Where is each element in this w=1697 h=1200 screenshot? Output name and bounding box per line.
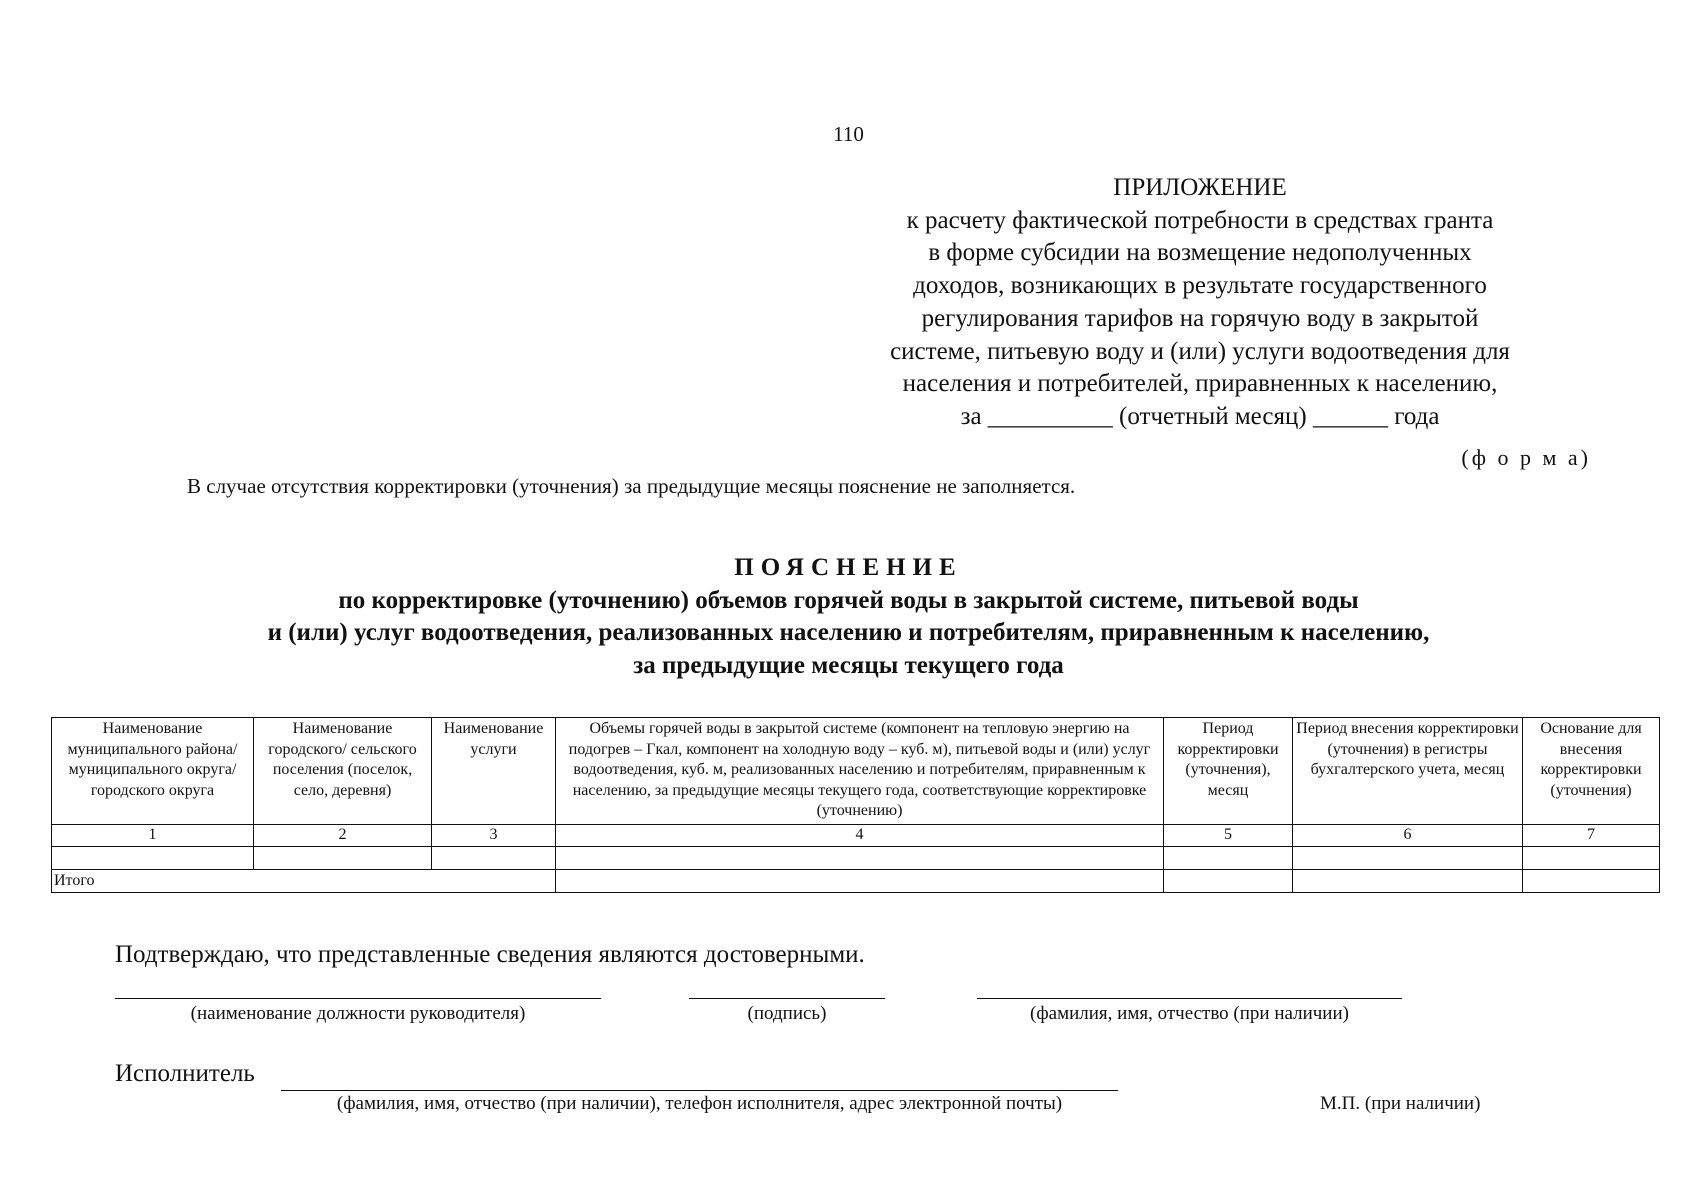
- table-cell: [432, 846, 556, 869]
- column-number: 1: [52, 825, 254, 847]
- column-number: 6: [1293, 825, 1523, 847]
- title-line: за предыдущие месяцы текущего года: [633, 651, 1064, 679]
- page-number: 110: [833, 122, 864, 146]
- confirmation-text: Подтверждаю, что представленные сведения являются достоверными.: [115, 941, 865, 968]
- appendix-line: за __________ (отчетный месяц) ______ года: [960, 402, 1440, 430]
- full-name-signature-line: [977, 998, 1402, 999]
- table-cell: [254, 846, 432, 869]
- table-cell: [1523, 869, 1660, 893]
- column-number: 4: [556, 825, 1164, 847]
- header-cell: Основание для внесения корректировки (уточнения): [1523, 718, 1660, 825]
- signature-line: [689, 998, 885, 999]
- header-cell: Наименование услуги: [432, 718, 556, 825]
- title-line: по корректировке (уточнению) объемов горячей воды в закрытой системе, питьевой воды: [338, 586, 1359, 614]
- table-cell: [1523, 846, 1660, 869]
- position-caption: (наименование должности руководителя): [190, 1003, 526, 1024]
- executor-line: [281, 1090, 1118, 1091]
- stamp-place: М.П. (при наличии): [1320, 1093, 1481, 1114]
- column-number-row: [52, 825, 1660, 847]
- header-cell: Наименование муниципального района/ муниципального округа/ городского округа: [52, 718, 254, 825]
- executor-label: Исполнитель: [115, 1060, 255, 1087]
- table-cell: [1293, 846, 1523, 869]
- header-cell: Период внесения корректировки (уточнения) в регистры бухгалтерского учета, месяц: [1293, 718, 1523, 825]
- table-row: [52, 846, 1660, 869]
- header-cell: Наименование городского/ сельского поселения (поселок, село, деревня): [254, 718, 432, 825]
- appendix-heading: ПРИЛОЖЕНИЕ: [1113, 174, 1287, 201]
- header-cell: Объемы горячей воды в закрытой системе (компонент на тепловую энергию на подогрев – Гкал, компонент на холодную воду – куб. м), питьевой воды и (или) услуг водоотведения, куб. м, реализованных населению и потребителям, приравненным к населению, за предыдущие месяцы текущего года, соответствующие корректировке (уточнению): [556, 718, 1164, 825]
- correction-table: [51, 717, 1660, 893]
- table-cell: [1164, 869, 1293, 893]
- table-cell: [556, 869, 1164, 893]
- full-name-caption: (фамилия, имя, отчество (при наличии): [1030, 1003, 1349, 1024]
- appendix-line: регулирования тарифов на горячую воду в закрытой: [921, 304, 1479, 332]
- executor-caption: (фамилия, имя, отчество (при наличии), телефон исполнителя, адрес электронной почты): [336, 1093, 1063, 1114]
- table-cell: [556, 846, 1164, 869]
- header-cell: Период корректировки (уточнения), месяц: [1164, 718, 1293, 825]
- appendix-line: населения и потребителей, приравненных к населению,: [902, 370, 1498, 398]
- document-title: [0, 552, 1697, 682]
- appendix-line: доходов, возникающих в результате государственного: [913, 272, 1487, 300]
- appendix-line: к расчету фактической потребности в средствах гранта: [906, 206, 1494, 234]
- column-number: 5: [1164, 825, 1293, 847]
- signature-caption: (подпись): [747, 1003, 827, 1024]
- table-cell: [1293, 869, 1523, 893]
- table-cell: [52, 846, 254, 869]
- instruction-note: В случае отсутствия корректировки (уточнения) за предыдущие месяцы пояснение не заполняется.: [187, 474, 1076, 498]
- table-cell: [1164, 846, 1293, 869]
- column-number: 3: [432, 825, 556, 847]
- total-row: [52, 869, 1660, 893]
- table-header-row: [52, 718, 1660, 825]
- column-number: 2: [254, 825, 432, 847]
- title-line: и (или) услуг водоотведения, реализованных населению и потребителям, приравненным к населению,: [267, 619, 1430, 646]
- total-label: Итого: [52, 869, 556, 893]
- column-number: 7: [1523, 825, 1660, 847]
- appendix-line: системе, питьевую воду и (или) услуги водоотведения для: [890, 337, 1510, 365]
- position-signature-line: [115, 998, 601, 999]
- form-label: (ф о р м а): [1461, 445, 1591, 470]
- title-main: ПОЯСНЕНИЕ: [734, 554, 963, 581]
- appendix-block: [870, 172, 1530, 434]
- appendix-line: в форме субсидии на возмещение недополученных: [928, 239, 1472, 267]
